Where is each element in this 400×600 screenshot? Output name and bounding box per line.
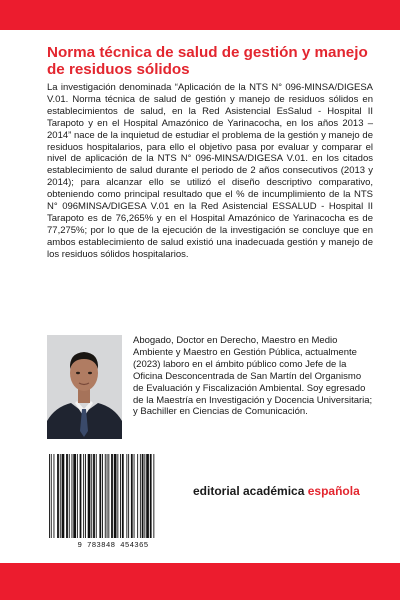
book-title: Norma técnica de salud de gestión y manejo de residuos sólidos (47, 44, 368, 78)
publisher-name-accent: española (307, 484, 360, 498)
isbn-barcode (47, 454, 179, 553)
author-photo (47, 335, 122, 439)
publisher-name: editorial académica (193, 484, 305, 498)
author-bio: Abogado, Doctor en Derecho, Maestro en Medio Ambiente y Maestro en Gestión Pública, actualmente (2023) laboro en el ámbito público como Jefe de la Oficina Desconcentrada de San Martín del Organismo de Evaluación y Fiscalización Ambiental. Soy egresado de la Maestría en Investigación y Docencia Universitaria; y Bachiller en Ciencias de Comunicación. (133, 335, 373, 418)
isbn-digits: 9 783848 454365 (77, 542, 149, 550)
bottom-red-band (0, 563, 400, 600)
book-abstract: La investigación denominada “Aplicación de la NTS N° 096-MINSA/DIGESA V.01. Norma técnica de salud de gestión y manejo de residuos sólidos en establecimientos de salud, en la Red Asistencial EsSalud - Hospital II Tarapoto y en el Hospital Amazónico de Yarinacocha, en los años 2013 – 2014” nace de la inquietud de estudiar el problema de la gestión y manejo de residuos hospitalarios, para ello el objetivo pasa por evaluar y comparar el nivel de aplicación de la NTS N° 096-MINSA/DIGESA V.01. en los citados establecimiento de salud durante el periodo de 2 años consecutivos (2013 y 2014); para alcanzar ello se utilizó el diseño descriptivo comparativo, obteniendo como principal resultado que el % de incumplimiento de la NTS N° 096MINSA/DIGESA V.01 en la Red Asistencial ESSALUD - Hospital II Tarapoto es de 76,265% y en el Hospital Amazónico de Yarinacocha es de 77,275%; por lo que de la ejecución de la investigación se concluye que en ambos establecimiento de salud existió una inadecuada gestión y manejo de los residuos sólidos hospitalarios. (47, 82, 373, 260)
barcode-bars (47, 454, 179, 540)
publisher-logo (193, 484, 360, 498)
top-red-band (0, 0, 400, 30)
